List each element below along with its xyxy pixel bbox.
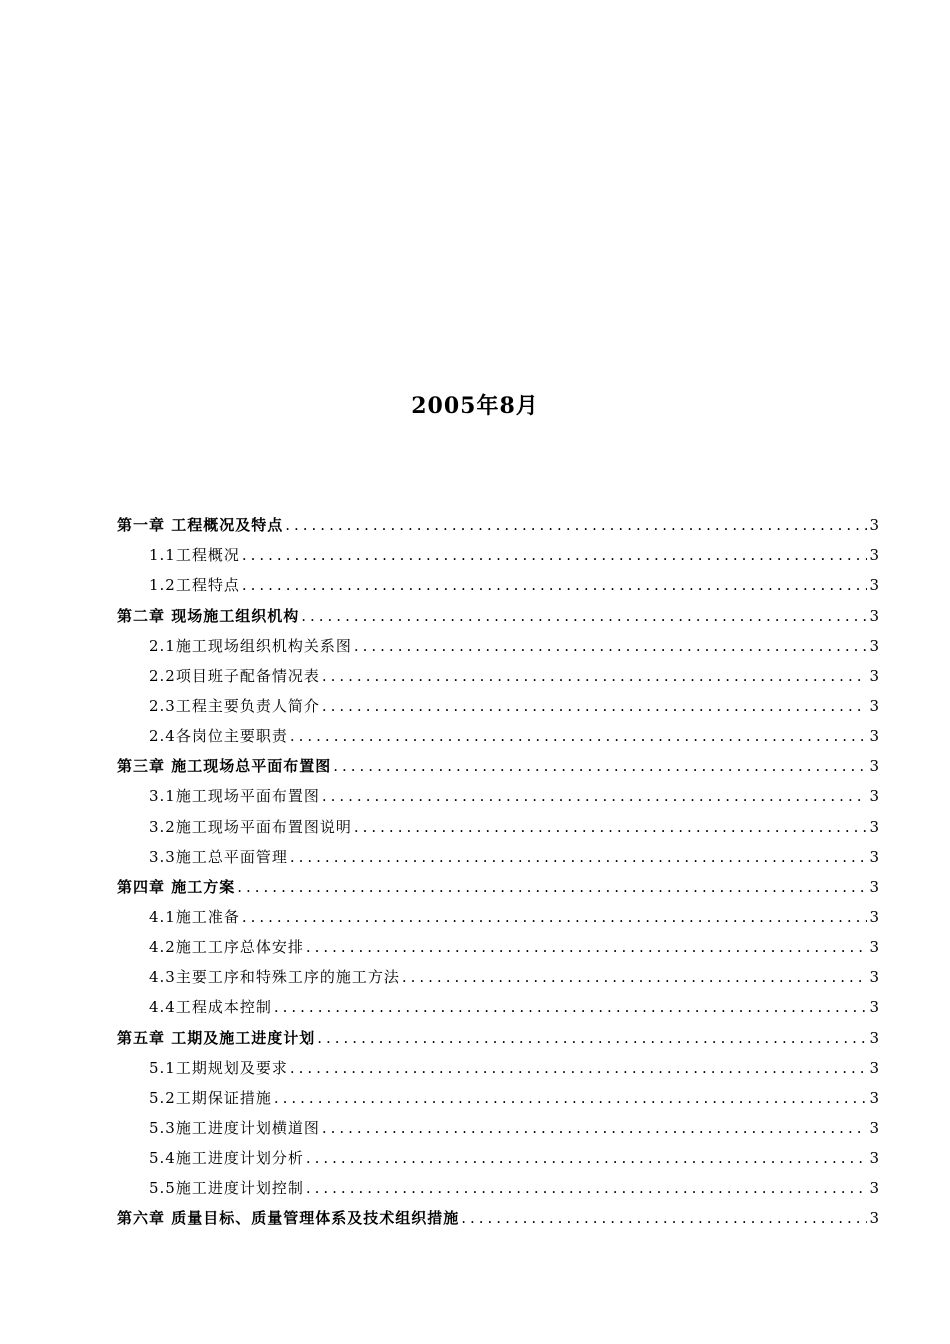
toc-chapter-3[interactable] bbox=[117, 746, 879, 776]
toc-entry-title: 第二章 现场施工组织机构 bbox=[117, 606, 300, 625]
toc-page-number: 3 bbox=[869, 666, 879, 685]
toc-page-number: 3 bbox=[869, 606, 879, 625]
toc-dot-leader bbox=[402, 967, 867, 987]
toc-section-4-1[interactable] bbox=[117, 897, 879, 927]
toc-dot-leader bbox=[242, 575, 867, 595]
toc-section-2-2[interactable] bbox=[117, 656, 879, 686]
toc-section-2-4[interactable] bbox=[117, 716, 879, 746]
toc-section-5-2[interactable] bbox=[117, 1078, 879, 1108]
toc-dot-leader bbox=[306, 1148, 867, 1168]
toc-page-number: 3 bbox=[869, 636, 879, 655]
toc-dot-leader bbox=[333, 756, 867, 776]
toc-section-3-1[interactable] bbox=[117, 776, 879, 806]
toc-page-number: 3 bbox=[869, 968, 879, 987]
toc-entry-title: 第六章 质量目标、质量管理体系及技术组织措施 bbox=[117, 1209, 460, 1228]
toc-entry-title: 1.2工程特点 bbox=[149, 576, 240, 595]
toc-entry-title: 第五章 工期及施工进度计划 bbox=[117, 1028, 316, 1047]
toc-dot-leader bbox=[242, 545, 867, 565]
toc-page-number: 3 bbox=[869, 1209, 879, 1228]
toc-entry-title: 4.4工程成本控制 bbox=[149, 998, 272, 1017]
toc-section-4-4[interactable] bbox=[117, 987, 879, 1017]
toc-page-number: 3 bbox=[869, 1118, 879, 1137]
toc-entry-title: 2.2项目班子配备情况表 bbox=[149, 666, 320, 685]
toc-dot-leader bbox=[301, 606, 867, 626]
toc-entry-title: 1.1工程概况 bbox=[149, 546, 240, 565]
toc-entry-title: 5.1工期规划及要求 bbox=[149, 1058, 288, 1077]
toc-page-number: 3 bbox=[869, 1028, 879, 1047]
toc-page-number: 3 bbox=[869, 516, 879, 535]
toc-section-5-4[interactable] bbox=[117, 1138, 879, 1168]
toc-section-2-1[interactable] bbox=[117, 626, 879, 656]
toc-entry-title: 3.3施工总平面管理 bbox=[149, 847, 288, 866]
toc-entry-title: 第四章 施工方案 bbox=[117, 877, 236, 896]
toc-entry-title: 5.2工期保证措施 bbox=[149, 1088, 272, 1107]
toc-entry-title: 2.4各岗位主要职责 bbox=[149, 727, 288, 746]
toc-page-number: 3 bbox=[869, 817, 879, 836]
toc-section-3-2[interactable] bbox=[117, 806, 879, 836]
toc-section-5-5[interactable] bbox=[117, 1168, 879, 1198]
toc-page-number: 3 bbox=[869, 907, 879, 926]
toc-entry-title: 4.3主要工序和特殊工序的施工方法 bbox=[149, 968, 400, 987]
toc-page-number: 3 bbox=[869, 576, 879, 595]
toc-page-number: 3 bbox=[869, 877, 879, 896]
toc-page-number: 3 bbox=[869, 1179, 879, 1198]
toc-dot-leader bbox=[322, 786, 867, 806]
toc-entry-title: 5.5施工进度计划控制 bbox=[149, 1179, 304, 1198]
toc-entry-title: 2.3工程主要负责人简介 bbox=[149, 696, 320, 715]
toc-dot-leader bbox=[290, 726, 867, 746]
toc-dot-leader bbox=[306, 1178, 867, 1198]
toc-section-1-1[interactable] bbox=[117, 535, 879, 565]
toc-entry-title: 3.1施工现场平面布置图 bbox=[149, 787, 320, 806]
toc-page-number: 3 bbox=[869, 938, 879, 957]
toc-dot-leader bbox=[285, 515, 867, 535]
toc-page-number: 3 bbox=[869, 847, 879, 866]
toc-page-number: 3 bbox=[869, 696, 879, 715]
toc-dot-leader bbox=[322, 666, 867, 686]
toc-entry-title: 4.1施工准备 bbox=[149, 907, 240, 926]
toc-entry-title: 3.2施工现场平面布置图说明 bbox=[149, 817, 352, 836]
toc-section-5-1[interactable] bbox=[117, 1048, 879, 1078]
toc-dot-leader bbox=[461, 1208, 867, 1228]
toc-dot-leader bbox=[354, 817, 867, 837]
toc-dot-leader bbox=[354, 636, 867, 656]
toc-entry-title: 4.2施工工序总体安排 bbox=[149, 938, 304, 957]
toc-section-4-3[interactable] bbox=[117, 957, 879, 987]
toc-chapter-2[interactable] bbox=[117, 595, 879, 625]
toc-dot-leader bbox=[322, 1118, 867, 1138]
toc-page-number: 3 bbox=[869, 757, 879, 776]
toc-chapter-1[interactable] bbox=[117, 505, 879, 535]
toc-page-number: 3 bbox=[869, 546, 879, 565]
toc-section-2-3[interactable] bbox=[117, 686, 879, 716]
toc-dot-leader bbox=[274, 1088, 867, 1108]
toc-dot-leader bbox=[317, 1028, 867, 1048]
toc-page-number: 3 bbox=[869, 787, 879, 806]
toc-dot-leader bbox=[306, 937, 867, 957]
toc-entry-title: 2.1施工现场组织机构关系图 bbox=[149, 636, 352, 655]
toc-chapter-4[interactable] bbox=[117, 867, 879, 897]
toc-dot-leader bbox=[242, 907, 867, 927]
toc-dot-leader bbox=[237, 877, 867, 897]
toc-chapter-5[interactable] bbox=[117, 1017, 879, 1047]
toc-entry-title: 5.4施工进度计划分析 bbox=[149, 1149, 304, 1168]
toc-dot-leader bbox=[290, 847, 867, 867]
toc-page-number: 3 bbox=[869, 998, 879, 1017]
toc-section-5-3[interactable] bbox=[117, 1108, 879, 1138]
toc-page-number: 3 bbox=[869, 1149, 879, 1168]
toc-page-number: 3 bbox=[869, 1088, 879, 1107]
toc-chapter-6[interactable] bbox=[117, 1198, 879, 1228]
toc-section-4-2[interactable] bbox=[117, 927, 879, 957]
toc-section-1-2[interactable] bbox=[117, 565, 879, 595]
toc-section-3-3[interactable] bbox=[117, 837, 879, 867]
toc-dot-leader bbox=[322, 696, 867, 716]
toc-page-number: 3 bbox=[869, 1058, 879, 1077]
table-of-contents bbox=[117, 505, 879, 1228]
toc-page-number: 3 bbox=[869, 727, 879, 746]
document-date: 2005年8月 bbox=[411, 393, 539, 419]
toc-entry-title: 第一章 工程概况及特点 bbox=[117, 516, 284, 535]
toc-dot-leader bbox=[290, 1058, 867, 1078]
toc-dot-leader bbox=[274, 997, 867, 1017]
toc-entry-title: 5.3施工进度计划横道图 bbox=[149, 1118, 320, 1137]
toc-entry-title: 第三章 施工现场总平面布置图 bbox=[117, 757, 332, 776]
